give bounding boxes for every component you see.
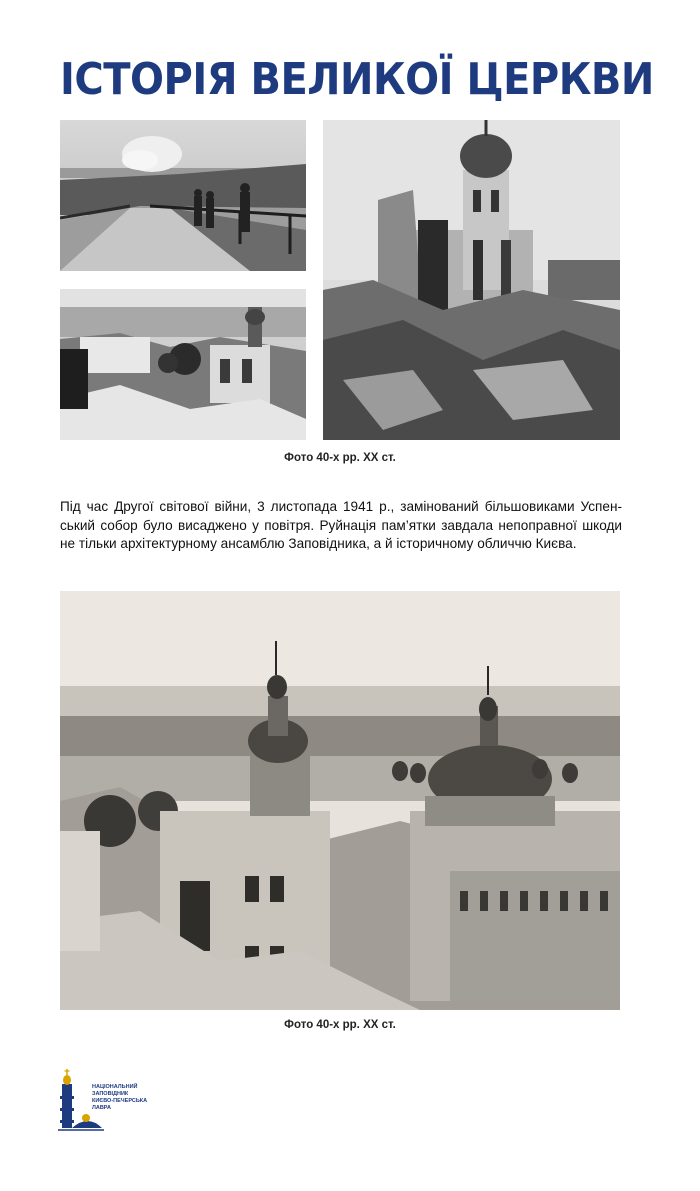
logo-line-1: НАЦІОНАЛЬНИЙ [92,1084,138,1090]
photo-ruined-church [323,120,620,440]
photo-ruins-river [60,289,306,440]
logo-line-2: ЗАПОВІДНИК [92,1091,129,1097]
photo-bridge-explosion [60,120,306,271]
page-title: ІСТОРІЯ ВЕЛИКОЇ ЦЕРКВИ [60,55,654,105]
logo-text [92,1084,172,1112]
photo-lavra-panorama [60,591,620,1010]
body-paragraph: Під час Другої світової війни, 3 листопада 1941 р., замінований більшовиками Успен-ський собор було висаджено у повітря. Руйнація пам’ятки завдала непоправної шкоди не тільки архітектурному ансамблю Заповідника, а й історичному обличчю Києва. [60,499,622,551]
caption-bottom: Фото 40-х рр. ХХ ст. [284,1019,396,1031]
logo-line-3: КИЄВО-ПЕЧЕРСЬКА [92,1098,148,1104]
caption-top: Фото 40-х рр. ХХ ст. [284,452,396,464]
logo-line-4: ЛАВРА [92,1105,111,1111]
